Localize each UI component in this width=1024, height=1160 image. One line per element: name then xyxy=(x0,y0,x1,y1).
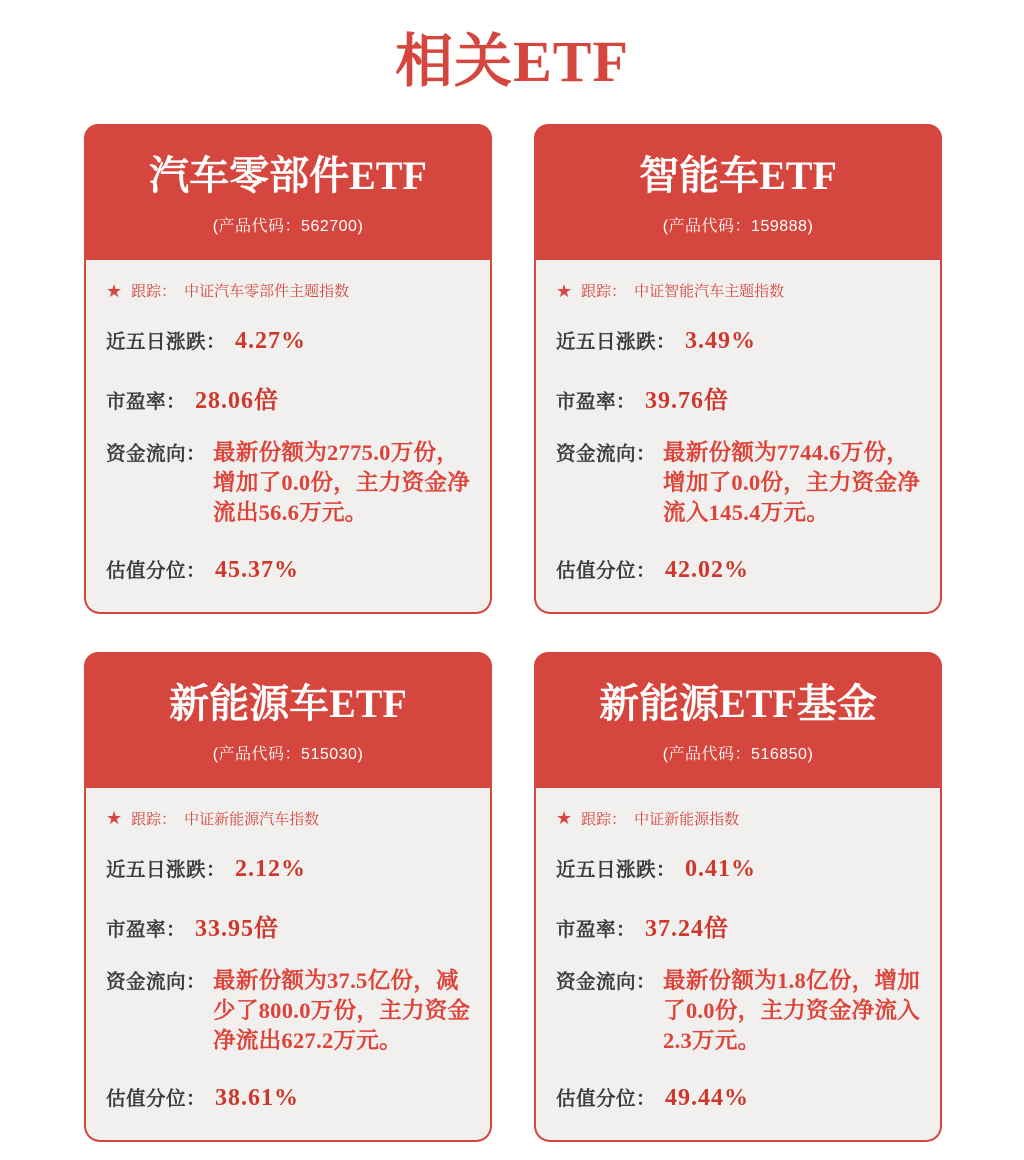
card-body xyxy=(534,788,942,1142)
etf-card-516850 xyxy=(534,652,942,1142)
card-header xyxy=(84,652,492,788)
valuation-percentile-value: 45.37% xyxy=(215,556,300,583)
track-line xyxy=(556,280,926,301)
fund-flow-value: 最新份额为7744.6万份，增加了0.0份，主力资金净流入145.4万元。 xyxy=(663,440,921,525)
etf-name: 智能车ETF xyxy=(639,153,837,198)
pe-ratio-value: 37.24倍 xyxy=(645,915,730,942)
card-header xyxy=(84,124,492,260)
change-5d-row xyxy=(556,854,926,883)
valuation-percentile-value: 38.61% xyxy=(215,1084,300,1111)
pe-ratio-label: 市盈率： xyxy=(106,918,187,941)
track-index-name: 中证智能汽车主题指数 xyxy=(634,283,785,300)
track-index-name: 中证汽车零部件主题指数 xyxy=(184,283,350,300)
etf-name: 汽车零部件ETF xyxy=(149,153,427,198)
page-title: 相关ETF xyxy=(395,29,629,94)
change-5d-value: 3.49% xyxy=(685,328,757,354)
track-label: 跟踪： xyxy=(131,810,177,828)
track-label: 跟踪： xyxy=(581,283,627,300)
valuation-percentile-value: 49.44% xyxy=(665,1084,750,1111)
pe-ratio-row xyxy=(556,380,926,415)
etf-product-code: (产品代码：515030) xyxy=(212,745,364,763)
track-label: 跟踪： xyxy=(131,283,177,300)
track-line xyxy=(106,808,476,829)
fund-flow-row xyxy=(556,966,926,1056)
fund-flow-row xyxy=(556,438,926,528)
star-icon: ★ xyxy=(106,808,123,829)
pe-ratio-label: 市盈率： xyxy=(106,391,187,413)
valuation-percentile-row xyxy=(556,555,926,584)
track-line xyxy=(106,280,476,301)
etf-product-code: (产品代码：516850) xyxy=(662,745,814,763)
star-icon: ★ xyxy=(556,808,573,829)
track-index-name: 中证新能源指数 xyxy=(634,810,740,828)
valuation-percentile-row xyxy=(556,1083,926,1112)
etf-product-code: (产品代码：562700) xyxy=(212,218,364,235)
etf-card-562700 xyxy=(84,124,492,614)
valuation-percentile-row xyxy=(106,555,476,584)
valuation-percentile-row xyxy=(106,1083,476,1112)
pe-ratio-label: 市盈率： xyxy=(556,391,637,413)
pe-ratio-row xyxy=(556,908,926,943)
change-5d-value: 2.12% xyxy=(235,855,307,882)
change-5d-label: 近五日涨跌： xyxy=(106,331,227,353)
pe-ratio-row xyxy=(106,380,476,415)
card-body xyxy=(84,260,492,614)
fund-flow-value: 最新份额为2775.0万份，增加了0.0份，主力资金净流出56.6万元。 xyxy=(213,440,471,525)
track-index-name: 中证新能源汽车指数 xyxy=(184,810,320,828)
change-5d-row xyxy=(106,326,476,355)
change-5d-label: 近五日涨跌： xyxy=(556,331,677,353)
card-body xyxy=(534,260,942,614)
pe-ratio-value: 39.76倍 xyxy=(645,388,730,414)
valuation-percentile-label: 估值分位： xyxy=(106,559,207,582)
change-5d-row xyxy=(106,854,476,883)
fund-flow-value: 最新份额为1.8亿份，增加了0.0份，主力资金净流入2.3万元。 xyxy=(663,967,921,1053)
etf-product-code: (产品代码：159888) xyxy=(662,218,814,235)
star-icon: ★ xyxy=(106,280,123,301)
etf-name: 新能源ETF基金 xyxy=(599,680,877,726)
pe-ratio-value: 28.06倍 xyxy=(195,388,280,414)
valuation-percentile-label: 估值分位： xyxy=(556,1087,657,1110)
card-header xyxy=(534,652,942,788)
fund-flow-label: 资金流向： xyxy=(106,443,207,465)
fund-flow-label: 资金流向： xyxy=(556,443,657,465)
star-icon: ★ xyxy=(556,280,573,301)
etf-cards-grid xyxy=(84,124,940,1142)
card-body xyxy=(84,788,492,1142)
etf-name: 新能源车ETF xyxy=(169,680,407,726)
fund-flow-label: 资金流向： xyxy=(556,970,657,993)
change-5d-value: 0.41% xyxy=(685,855,757,882)
change-5d-label: 近五日涨跌： xyxy=(556,858,677,881)
valuation-percentile-label: 估值分位： xyxy=(556,559,657,582)
pe-ratio-value: 33.95倍 xyxy=(195,915,280,942)
fund-flow-row xyxy=(106,438,476,528)
valuation-percentile-value: 42.02% xyxy=(665,556,750,583)
change-5d-label: 近五日涨跌： xyxy=(106,858,227,881)
pe-ratio-label: 市盈率： xyxy=(556,918,637,941)
pe-ratio-row xyxy=(106,908,476,943)
fund-flow-row xyxy=(106,966,476,1056)
track-line xyxy=(556,808,926,829)
track-label: 跟踪： xyxy=(581,810,627,828)
change-5d-value: 4.27% xyxy=(235,328,307,354)
etf-card-159888 xyxy=(534,124,942,614)
change-5d-row xyxy=(556,326,926,355)
etf-card-515030 xyxy=(84,652,492,1142)
valuation-percentile-label: 估值分位： xyxy=(106,1087,207,1110)
fund-flow-value: 最新份额为37.5亿份，减少了800.0万份，主力资金净流出627.2万元。 xyxy=(213,967,471,1053)
card-header xyxy=(534,124,942,260)
fund-flow-label: 资金流向： xyxy=(106,970,207,993)
